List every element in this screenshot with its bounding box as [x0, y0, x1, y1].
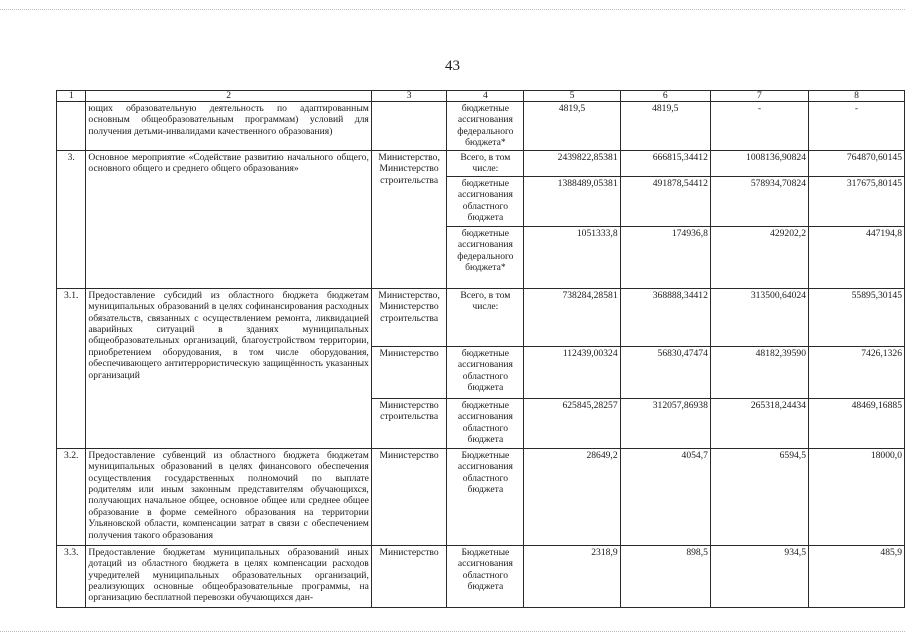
value-col6: 174936,8 — [620, 226, 710, 288]
column-number-row — [57, 91, 905, 102]
executor: Министерство строительства — [371, 398, 446, 448]
value-col6: 312057,86938 — [620, 398, 710, 448]
measure-description: Предоставление субсидий из областного бюджета бюджетам муниципальных образований в целях софинансирования расходных обязательств, связанных с осуществлением ремонта, ликвидацией аварийных ситуаций в зданиях муниципальных общеобразовательных организаций, благоустройством территории, приобретением оборудования, в том числе оборудования, обеспечивающего антитеррористическую защищённость указанных организаций — [86, 288, 371, 448]
executor — [371, 102, 446, 151]
table-row — [57, 102, 905, 151]
scan-border-top — [0, 9, 905, 11]
value-col6: 898,5 — [620, 545, 710, 607]
value-col7: 48182,39590 — [710, 346, 808, 398]
value-col8: 48469,16885 — [809, 398, 905, 448]
executor: Министерство — [371, 545, 446, 607]
row-number: 3.1. — [57, 288, 86, 448]
funding-source: бюджетные ассигнования федерального бюджета* — [447, 226, 524, 288]
column-number: 7 — [710, 91, 808, 102]
value-col5: 1051333,8 — [524, 226, 620, 288]
row-number — [57, 102, 86, 151]
value-col8: 317675,80145 — [809, 176, 905, 226]
executor: Министерство, Министерство строительства — [371, 288, 446, 346]
budget-table — [56, 90, 905, 608]
value-col6: 666815,34412 — [620, 151, 710, 177]
value-col5: 4819,5 — [524, 102, 620, 151]
value-col5: 625845,28257 — [524, 398, 620, 448]
executor: Министерство — [371, 448, 446, 545]
scan-border-bottom — [0, 631, 905, 633]
funding-source: бюджетные ассигнования областного бюджета — [447, 346, 524, 398]
table-row — [57, 288, 905, 346]
measure-description: Основное мероприятие «Содействие развитию начального общего, основного общего и среднего общего образования» — [86, 151, 371, 289]
value-col7: - — [710, 102, 808, 151]
measure-description: Предоставление бюджетам муниципальных образований иных дотаций из областного бюджета в целях компенсации расходов учредителей муниципальных образовательных организаций, реализующих основные общеобразовательные программы, на организацию бесплатной перевозки обучающихся дан- — [86, 545, 371, 607]
funding-source: Бюджетные ассигнования областного бюджета — [447, 448, 524, 545]
executor: Министерство, Министерство строительства — [371, 151, 446, 289]
funding-source: Всего, в том числе: — [447, 288, 524, 346]
funding-source: бюджетные ассигнования федерального бюджета* — [447, 102, 524, 151]
value-col6: 491878,54412 — [620, 176, 710, 226]
value-col5: 28649,2 — [524, 448, 620, 545]
value-col8: 18000,0 — [809, 448, 905, 545]
row-number: 3.3. — [57, 545, 86, 607]
table-row — [57, 545, 905, 607]
value-col6: 56830,47474 — [620, 346, 710, 398]
value-col7: 265318,24434 — [710, 398, 808, 448]
value-col6: 4819,5 — [620, 102, 710, 151]
value-col5: 738284,28581 — [524, 288, 620, 346]
value-col8: - — [809, 102, 905, 151]
funding-source: Всего, в том числе: — [447, 151, 524, 177]
executor: Министерство — [371, 346, 446, 398]
row-number: 3.2. — [57, 448, 86, 545]
table-row — [57, 448, 905, 545]
value-col7: 934,5 — [710, 545, 808, 607]
value-col7: 429202,2 — [710, 226, 808, 288]
page-number: 43 — [445, 58, 460, 74]
column-number: 3 — [371, 91, 446, 102]
row-number: 3. — [57, 151, 86, 289]
measure-description: Предоставление субвенций из областного бюджета бюджетам муниципальных образований в целях финансового обеспечения осуществления государственных полномочий по выплате родителям или иным законным представителям обучающихся, получающих начальное общее, основное общее или среднее общее образование в форме семейного образования на территории Ульяновской области, компенсации затрат в связи с обеспечением получения такого образования — [86, 448, 371, 545]
value-col6: 4054,7 — [620, 448, 710, 545]
measure-description: ющих образовательную деятельность по адаптированным основным общеобразовательным программам) условий для получения детьми-инвалидами качественного образования) — [86, 102, 371, 151]
value-col8: 7426,1326 — [809, 346, 905, 398]
value-col8: 55895,30145 — [809, 288, 905, 346]
value-col8: 485,9 — [809, 545, 905, 607]
value-col6: 368888,34412 — [620, 288, 710, 346]
value-col7: 6594,5 — [710, 448, 808, 545]
table-row — [57, 151, 905, 177]
value-col8: 764870,60145 — [809, 151, 905, 177]
value-col8: 447194,8 — [809, 226, 905, 288]
column-number: 8 — [809, 91, 905, 102]
funding-source: бюджетные ассигнования областного бюджета — [447, 176, 524, 226]
column-number: 6 — [620, 91, 710, 102]
value-col5: 1388489,05381 — [524, 176, 620, 226]
column-number: 5 — [524, 91, 620, 102]
column-number: 1 — [57, 91, 86, 102]
value-col5: 2318,9 — [524, 545, 620, 607]
value-col7: 1008136,90824 — [710, 151, 808, 177]
value-col7: 313500,64024 — [710, 288, 808, 346]
funding-source: бюджетные ассигнования областного бюджета — [447, 398, 524, 448]
column-number: 4 — [447, 91, 524, 102]
funding-source: Бюджетные ассигнования областного бюджета — [447, 545, 524, 607]
column-number: 2 — [86, 91, 371, 102]
value-col5: 112439,00324 — [524, 346, 620, 398]
value-col7: 578934,70824 — [710, 176, 808, 226]
value-col5: 2439822,85381 — [524, 151, 620, 177]
